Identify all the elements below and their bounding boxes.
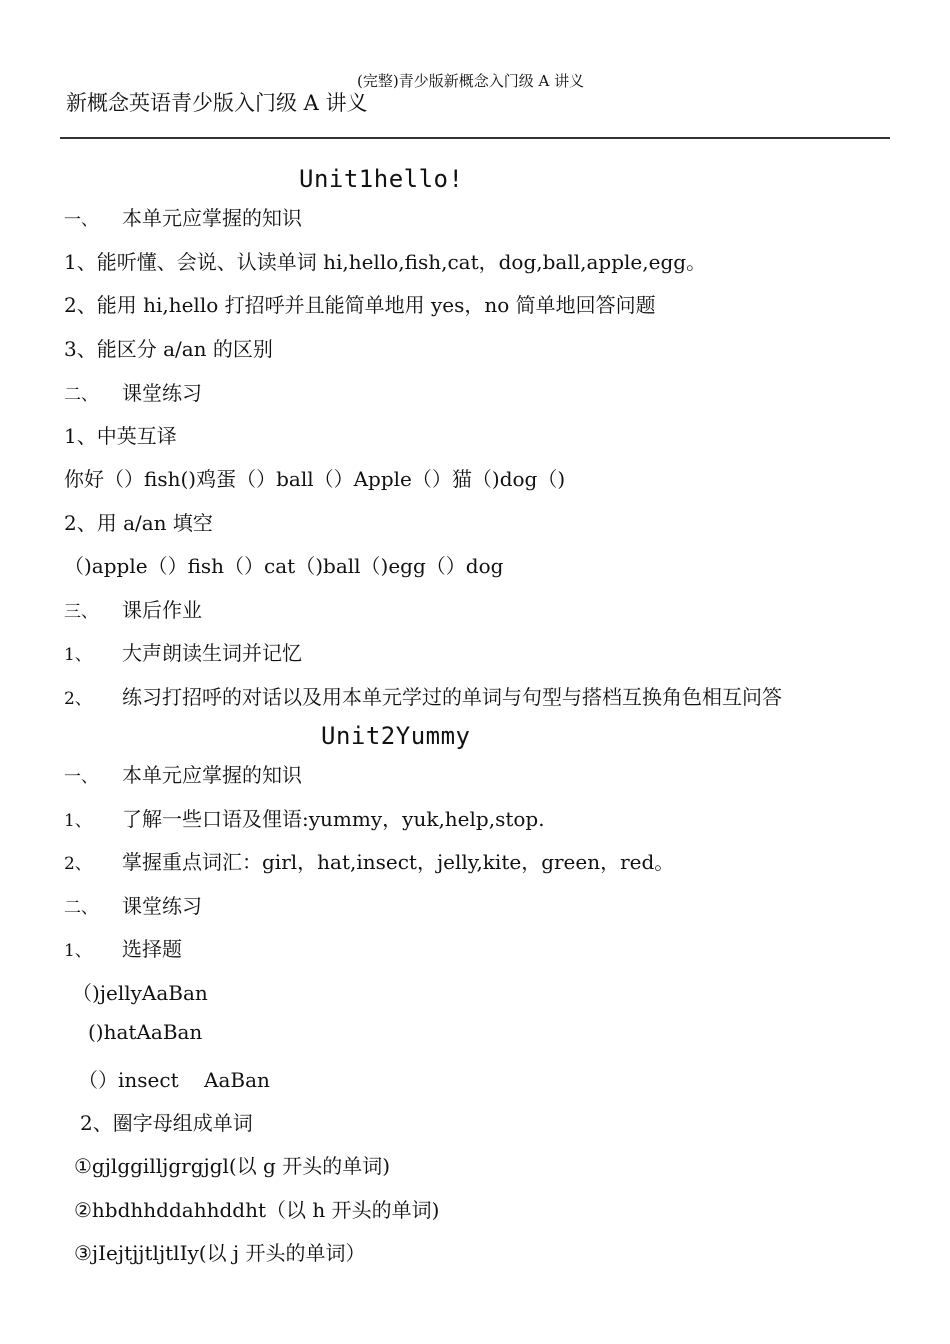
unit1-homework-1 <box>64 637 302 666</box>
section-number: 三、 <box>64 602 98 622</box>
section-title: 本单元应掌握的知识 <box>122 206 302 230</box>
item-text: 了解一些口语及俚语:yummy，yuk,help,stop. <box>122 807 545 831</box>
unit1-knowledge-1: 1、能听懂、会说、认读单词 hi,hello,fish,cat，dog,ball,apple,egg。 <box>64 250 707 274</box>
item-number: 1、 <box>64 811 92 831</box>
section-number: 二、 <box>64 898 98 918</box>
section-number: 一、 <box>64 767 98 787</box>
unit2-section2-heading <box>64 890 202 919</box>
header-divider <box>60 137 890 139</box>
item-number: 1、 <box>64 941 92 961</box>
unit2-title: Unit2Yummy <box>321 722 471 750</box>
section-title: 课堂练习 <box>122 381 202 405</box>
unit1-knowledge-2: 2、能用 hi,hello 打招呼并且能简单地用 yes，no 简单地回答问题 <box>64 293 656 317</box>
unit2-exercise2-title: 2、圈字母组成单词 <box>80 1111 253 1135</box>
item-text: 练习打招呼的对话以及用本单元学过的单词与句型与搭档互换角色相互问答 <box>122 685 782 709</box>
unit1-exercise1-title: 1、中英互译 <box>64 424 177 448</box>
unit2-knowledge-2 <box>64 846 674 875</box>
unit2-choice-2: ()hatAaBan <box>88 1020 203 1044</box>
unit2-word-puzzle-3: ③jIejtjjtljtlIy(以 j 开头的单词） <box>74 1241 366 1265</box>
unit2-choice-1: （)jellyAaBan <box>72 981 208 1005</box>
section-title: 本单元应掌握的知识 <box>122 763 302 787</box>
item-text: 掌握重点词汇：girl，hat,insect，jelly,kite，green，red。 <box>122 850 675 874</box>
unit1-exercise2-title: 2、用 a/an 填空 <box>64 511 213 535</box>
unit1-homework-2 <box>64 681 782 710</box>
item-text: 大声朗读生词并记忆 <box>122 641 302 665</box>
item-number: 1、 <box>64 645 92 665</box>
unit2-knowledge-1 <box>64 803 545 832</box>
unit1-title: Unit1hello! <box>299 165 464 193</box>
unit1-exercise2-items: （)apple（）fish（）cat（)ball（)egg（）dog <box>64 554 504 578</box>
unit2-choice-3: （）insect AaBan <box>78 1068 270 1092</box>
section-title: 课堂练习 <box>122 894 202 918</box>
item-number: 2、 <box>64 854 92 874</box>
unit1-section3-heading <box>64 594 202 623</box>
unit1-knowledge-3: 3、能区分 a/an 的区别 <box>64 337 273 361</box>
item-number: 2、 <box>64 689 92 709</box>
unit1-section1-heading <box>64 202 302 231</box>
item-text: 选择题 <box>122 937 182 961</box>
document-title: 新概念英语青少版入门级 A 讲义 <box>66 91 368 115</box>
section-number: 一、 <box>64 210 98 230</box>
unit2-section1-heading <box>64 759 302 788</box>
unit1-section2-heading <box>64 377 202 406</box>
section-number: 二、 <box>64 385 98 405</box>
unit2-word-puzzle-2: ②hbdhhddahhddht（以 h 开头的单词) <box>74 1198 440 1222</box>
unit1-exercise1-items: 你好（）fish()鸡蛋（）ball（）Apple（）猫（)dog（) <box>64 467 566 491</box>
section-title: 课后作业 <box>122 598 202 622</box>
unit2-word-puzzle-1: ①gjlggilljgrgjgl(以 g 开头的单词) <box>74 1154 391 1178</box>
unit2-exercise1-heading <box>64 933 182 962</box>
running-header: (完整)青少版新概念入门级 A 讲义 <box>357 72 585 90</box>
